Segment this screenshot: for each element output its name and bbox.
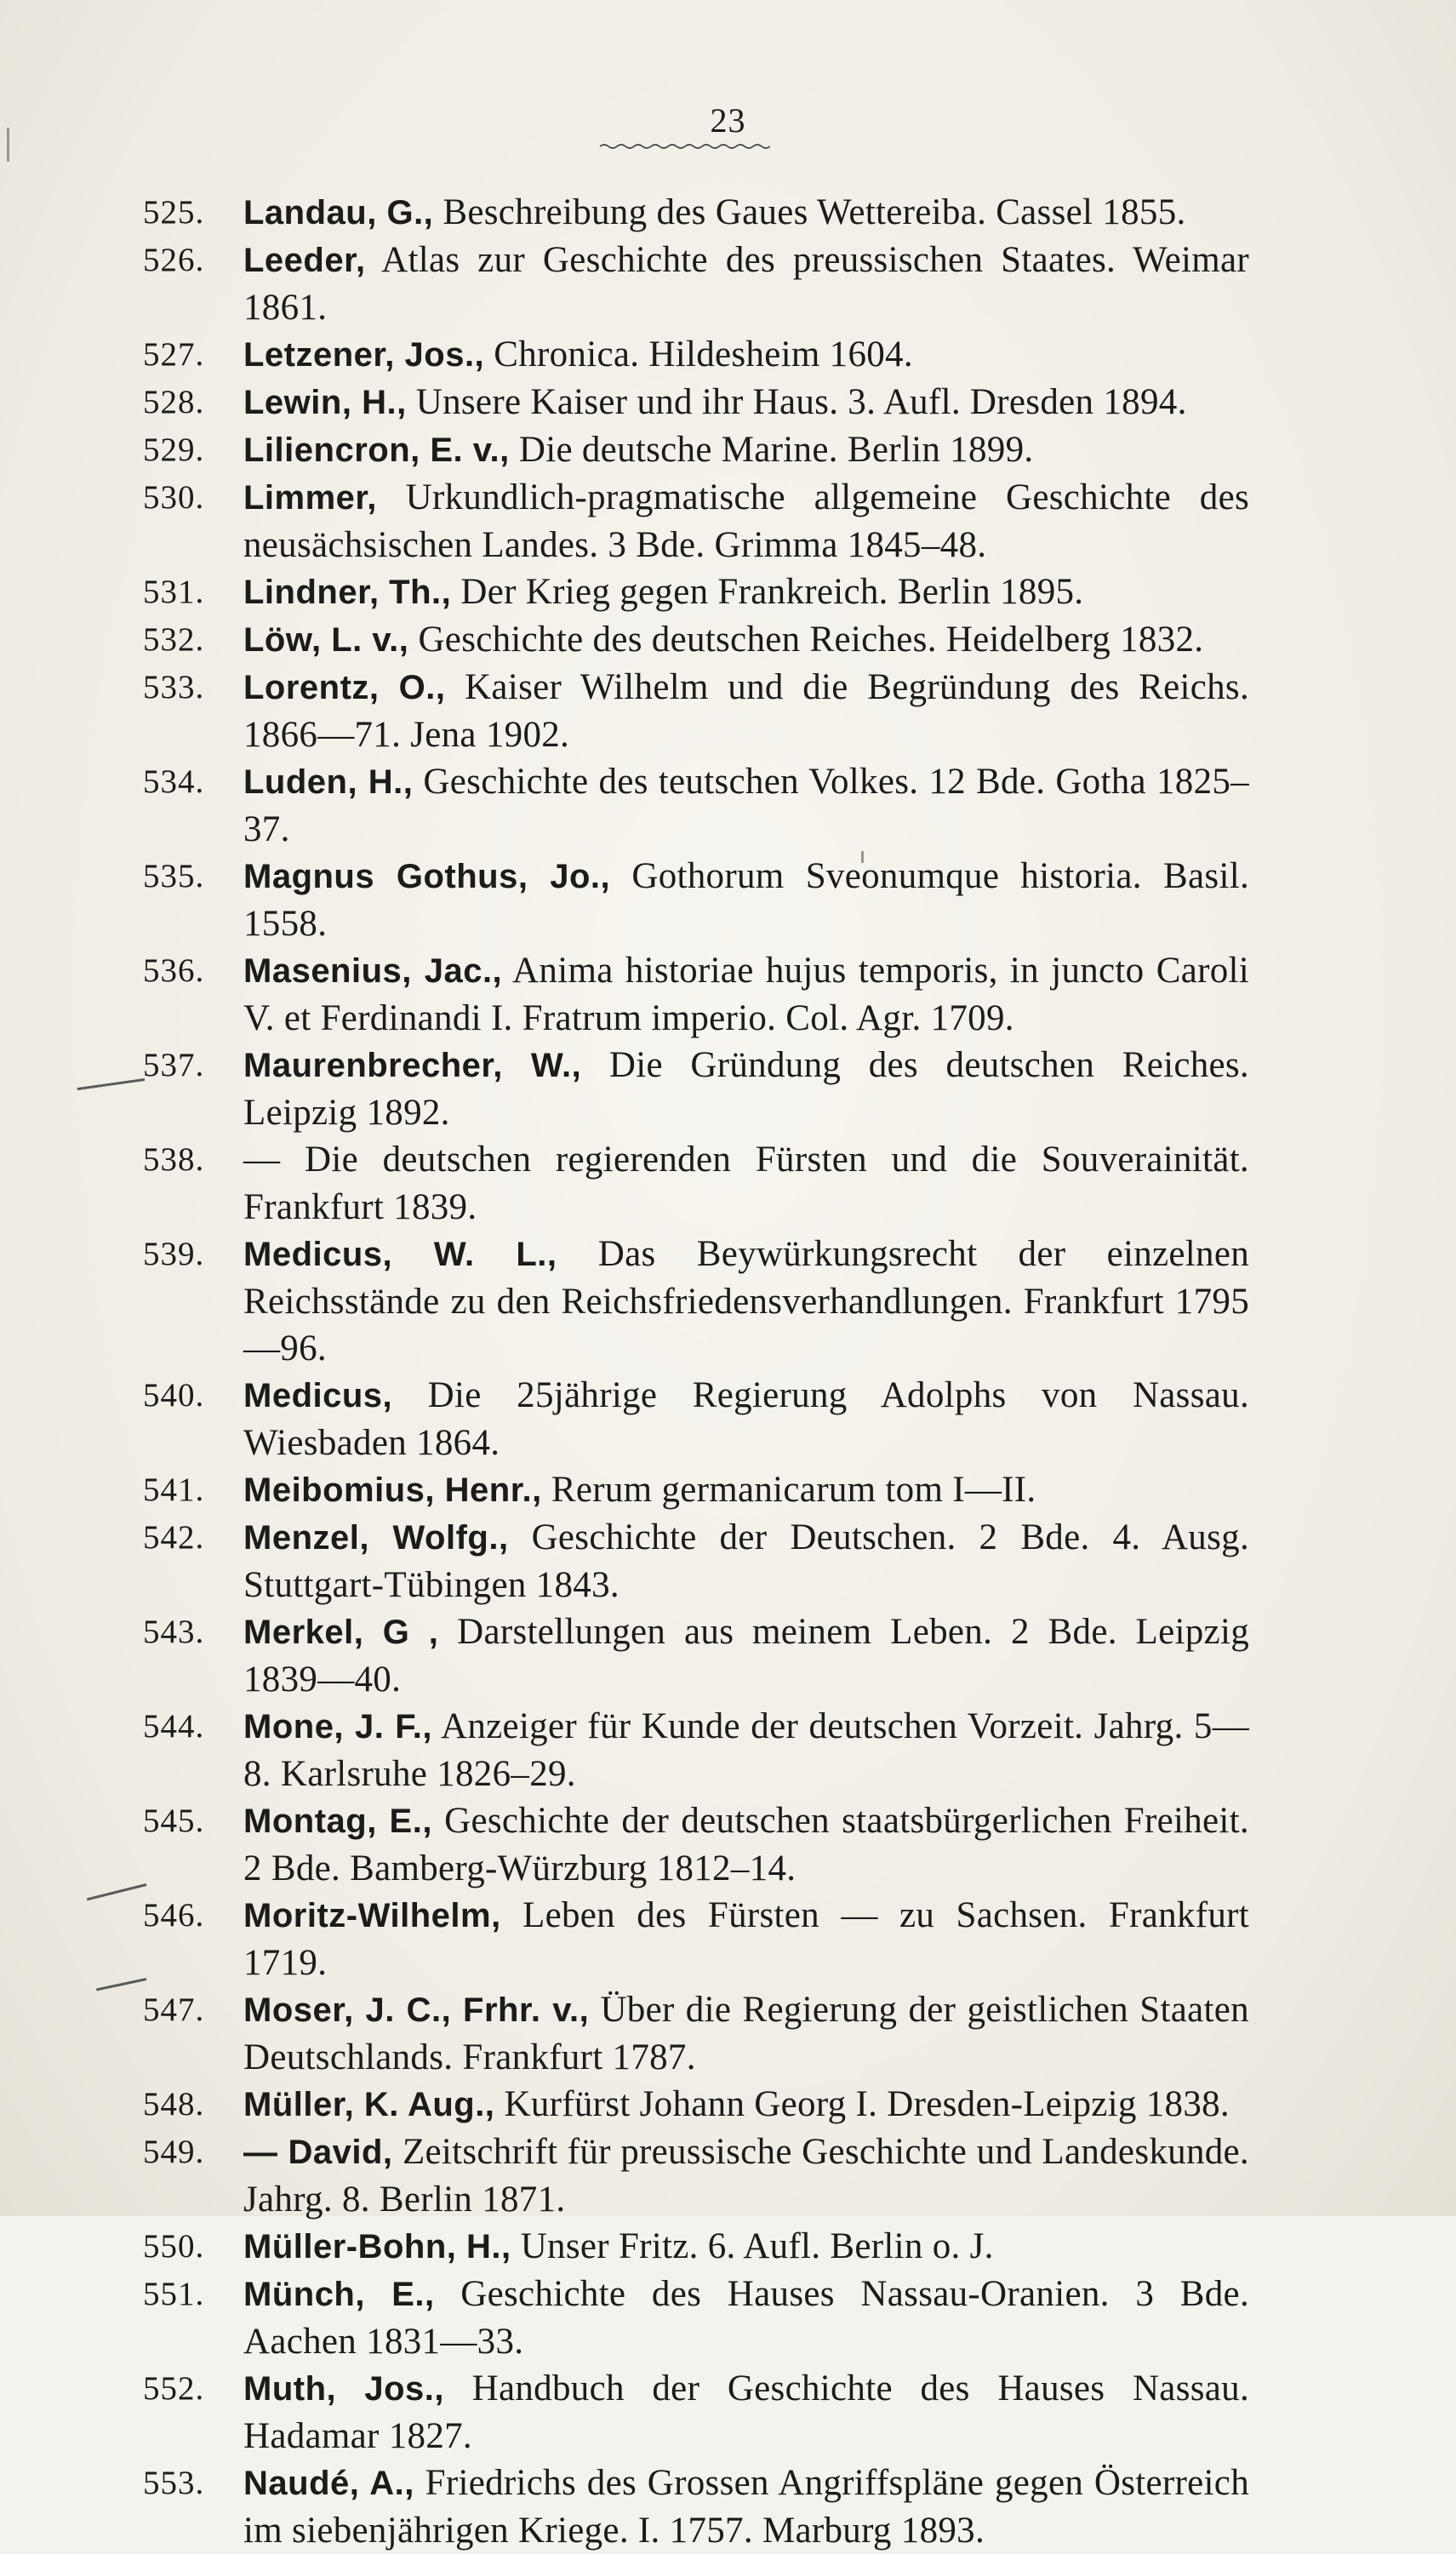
entry-number: 535. xyxy=(143,858,205,894)
entry-text xyxy=(243,237,1249,331)
entry-text xyxy=(243,616,1249,664)
entry-text xyxy=(243,947,1249,1042)
catalog-entry xyxy=(143,2081,1249,2128)
catalog-entry xyxy=(143,1986,1249,2081)
entry-title: Die Gründung des deutschen Reiches. Leipzig 1892. xyxy=(243,1045,1249,1133)
catalog-entry xyxy=(143,758,1249,853)
entry-number: 526. xyxy=(143,242,205,278)
catalog-entry xyxy=(143,189,1249,237)
entry-author: Müller-Bohn, H., xyxy=(243,2228,511,2265)
entry-text xyxy=(243,1608,1249,1703)
entry-number: 527. xyxy=(143,336,205,373)
entry-author: Masenius, Jac., xyxy=(243,952,503,990)
catalog-entry xyxy=(143,2271,1249,2365)
entry-number: 547. xyxy=(143,1991,205,2028)
entry-title: Kaiser Wilhelm und die Begründung des Reichs. 1866—71. Jena 1902. xyxy=(243,667,1250,755)
entry-text xyxy=(243,2365,1249,2460)
entry-number: 548. xyxy=(143,2086,205,2123)
entry-number: 542. xyxy=(143,1519,205,1556)
entry-author: Maurenbrecher, W., xyxy=(243,1047,582,1084)
entry-text xyxy=(243,379,1249,426)
entry-text xyxy=(243,569,1249,616)
catalog-entry xyxy=(143,2365,1249,2460)
entry-author: Moser, J. C., Frhr. v., xyxy=(243,1991,590,2029)
entry-author: Lindner, Th., xyxy=(243,574,452,611)
entry-author: Löw, L. v., xyxy=(243,621,409,659)
entry-author: Landau, G., xyxy=(243,194,434,231)
entry-author: Moritz-Wilhelm, xyxy=(243,1897,501,1934)
catalog-entry xyxy=(143,2223,1249,2271)
entry-author: Lorentz, O., xyxy=(243,669,446,706)
catalog-entry xyxy=(143,947,1249,1042)
catalog-entry xyxy=(143,1042,1249,1136)
entry-author: Limmer, xyxy=(243,479,377,517)
entry-author: Müller, K. Aug., xyxy=(243,2086,495,2123)
entry-text xyxy=(243,853,1249,947)
entry-title: Zeitschrift für preussische Geschichte und Landeskunde. Jahrg. 8. Berlin 1871. xyxy=(243,2132,1249,2220)
entry-text xyxy=(243,1514,1249,1608)
catalog-entry xyxy=(143,853,1249,947)
entry-number: 549. xyxy=(143,2134,205,2170)
catalog-entry xyxy=(143,664,1249,758)
entry-title: Friedrichs des Grossen Angriffspläne gegen Österreich im siebenjährigen Kriege. I. 1757. Marburg 1893. xyxy=(243,2463,1249,2551)
catalog-entry xyxy=(143,237,1249,331)
entry-text xyxy=(243,1136,1249,1231)
entry-author: Mone, J. F., xyxy=(243,1708,433,1746)
catalog-entry xyxy=(143,2460,1249,2554)
entry-author: Magnus Gothus, Jo., xyxy=(243,858,611,895)
entry-number: 544. xyxy=(143,1708,205,1745)
entry-text xyxy=(243,189,1249,237)
entry-author: Montag, E., xyxy=(243,1803,432,1840)
catalog-entry xyxy=(143,1136,1249,1231)
entry-title: Geschichte der deutschen staatsbürgerlichen Freiheit. 2 Bde. Bamberg-Würzburg 1812–14. xyxy=(243,1801,1249,1888)
entry-number: 538. xyxy=(143,1141,205,1178)
entry-author: Muth, Jos., xyxy=(243,2370,444,2408)
pencil-mark-540 xyxy=(77,1078,146,1090)
catalog-entry xyxy=(143,1372,1249,1466)
entry-text xyxy=(243,1231,1249,1372)
catalog-entry xyxy=(143,616,1249,664)
entry-title: Geschichte des Hauses Nassau-Oranien. 3 Bde. Aachen 1831—33. xyxy=(243,2274,1249,2362)
entry-text xyxy=(243,758,1249,853)
entry-title: Rerum germanicarum tom I—II. xyxy=(551,1470,1036,1510)
entry-text xyxy=(243,426,1249,474)
entry-text xyxy=(243,331,1249,379)
entry-number: 530. xyxy=(143,479,205,516)
entry-author: Meibomius, Henr., xyxy=(243,1471,542,1509)
catalog-entry xyxy=(143,1466,1249,1514)
entry-author: Lewin, H., xyxy=(243,384,407,421)
entry-number: 545. xyxy=(143,1803,205,1839)
pencil-mark-552 xyxy=(96,1978,146,1991)
entry-author: Naudé, A., xyxy=(243,2465,414,2502)
entry-author: Medicus, W. L., xyxy=(243,1236,557,1273)
entry-text xyxy=(243,2271,1249,2365)
entry-text xyxy=(243,1892,1249,1986)
entry-number: 534. xyxy=(143,763,205,800)
entry-title: Handbuch der Geschichte des Hauses Nassau. Hadamar 1827. xyxy=(243,2368,1249,2456)
entry-title: Der Krieg gegen Frankreich. Berlin 1895. xyxy=(460,572,1084,612)
entry-text xyxy=(243,2460,1249,2554)
entry-author: Leeder, xyxy=(243,242,366,279)
catalog-entry xyxy=(143,379,1249,426)
entry-number: 525. xyxy=(143,194,205,231)
pencil-mark-551 xyxy=(87,1883,147,1900)
entry-title: Darstellungen aus meinem Leben. 2 Bde. Leipzig 1839—40. xyxy=(243,1612,1249,1700)
entry-text xyxy=(243,2081,1249,2128)
catalog-entry xyxy=(143,1797,1249,1892)
entry-title: Urkundlich-pragmatische allgemeine Geschichte des neusächsischen Landes. 3 Bde. Grimma 1845–48. xyxy=(243,477,1249,565)
entry-text xyxy=(243,1466,1249,1514)
entry-title: Das Beywürkungsrecht der einzelnen Reichsstände zu den Reichsfriedensverhandlungen. Frankfurt 1795—96. xyxy=(243,1234,1249,1368)
entry-title: Die deutsche Marine. Berlin 1899. xyxy=(518,430,1034,470)
entry-text xyxy=(243,1986,1249,2081)
entry-author: Luden, H., xyxy=(243,763,414,801)
entry-number: 529. xyxy=(143,431,205,468)
entry-text xyxy=(243,2223,1249,2271)
entry-title: Atlas zur Geschichte des preussischen Staates. Weimar 1861. xyxy=(243,240,1249,328)
catalog-entry xyxy=(143,331,1249,379)
catalog-entry xyxy=(143,474,1249,569)
entry-author: Münch, E., xyxy=(243,2276,435,2313)
catalog-entries xyxy=(143,189,1249,2554)
entry-number: 541. xyxy=(143,1471,205,1508)
entry-title: Anzeiger für Kunde der deutschen Vorzeit. Jahrg. 5—8. Karlsruhe 1826–29. xyxy=(243,1706,1249,1794)
page-number-rule xyxy=(600,143,770,150)
entry-author: Liliencron, E. v., xyxy=(243,431,510,469)
entry-title: Unser Fritz. 6. Aufl. Berlin o. J. xyxy=(520,2226,994,2266)
page-number: 23 xyxy=(710,101,746,140)
entry-number: 537. xyxy=(143,1047,205,1083)
entry-author: Medicus, xyxy=(243,1377,393,1414)
entry-text xyxy=(243,664,1249,758)
entry-number: 552. xyxy=(143,2370,205,2407)
catalog-entry xyxy=(143,569,1249,616)
entry-title: Unsere Kaiser und ihr Haus. 3. Aufl. Dresden 1894. xyxy=(415,382,1187,422)
catalog-entry xyxy=(143,1703,1249,1797)
entry-number: 546. xyxy=(143,1897,205,1934)
catalog-entry xyxy=(143,1231,1249,1372)
entry-text xyxy=(243,1042,1249,1136)
entry-author: Menzel, Wolfg., xyxy=(243,1519,509,1557)
catalog-entry xyxy=(143,1892,1249,1986)
entry-title: Über die Regierung der geistlichen Staaten Deutschlands. Frankfurt 1787. xyxy=(243,1990,1249,2077)
entry-number: 551. xyxy=(143,2276,205,2312)
entry-title: Gothorum Sveonumque historia. Basil. 1558. xyxy=(243,856,1249,944)
entry-number: 528. xyxy=(143,384,205,420)
entry-number: 532. xyxy=(143,621,205,658)
entry-title: Beschreibung des Gaues Wettereiba. Cassel 1855. xyxy=(443,192,1186,232)
entry-author: — David, xyxy=(243,2134,393,2171)
entry-number: 536. xyxy=(143,952,205,989)
entry-title: Leben des Fürsten — zu Sachsen. Frankfurt 1719. xyxy=(243,1895,1249,1983)
entry-title: — Die deutschen regierenden Fürsten und die Souverainität. Frankfurt 1839. xyxy=(243,1140,1249,1227)
entry-number: 553. xyxy=(143,2465,205,2501)
entry-number: 539. xyxy=(143,1236,205,1272)
entry-text xyxy=(243,1703,1249,1797)
entry-title: Geschichte des teutschen Volkes. 12 Bde. Gotha 1825–37. xyxy=(243,762,1249,849)
entry-title: Geschichte der Deutschen. 2 Bde. 4. Ausg. Stuttgart-Tübingen 1843. xyxy=(243,1517,1249,1605)
catalog-entry xyxy=(143,1514,1249,1608)
entry-title: Die 25jährige Regierung Adolphs von Nassau. Wiesbaden 1864. xyxy=(243,1375,1249,1463)
entry-number: 550. xyxy=(143,2228,205,2265)
entry-title: Geschichte des deutschen Reiches. Heidelberg 1832. xyxy=(418,620,1204,660)
entry-author: Merkel, G , xyxy=(243,1614,439,1651)
entry-number: 533. xyxy=(143,669,205,706)
catalog-entry xyxy=(143,1608,1249,1703)
scan-edge-mark xyxy=(7,128,9,162)
entry-text xyxy=(243,2128,1249,2223)
entry-number: 540. xyxy=(143,1377,205,1414)
entry-author: Letzener, Jos., xyxy=(243,336,485,374)
entry-title: Anima historiae hujus temporis, in juncto Caroli V. et Ferdinandi I. Fratrum imperio. Col. Agr. 1709. xyxy=(243,951,1249,1038)
catalog-entry xyxy=(143,426,1249,474)
entry-text xyxy=(243,1372,1249,1466)
entry-number: 531. xyxy=(143,574,205,610)
entry-text xyxy=(243,1797,1249,1892)
entry-title: Kurfürst Johann Georg I. Dresden-Leipzig 1838. xyxy=(504,2084,1230,2124)
entry-number: 543. xyxy=(143,1614,205,1650)
entry-title: Chronica. Hildesheim 1604. xyxy=(494,334,913,374)
catalog-entry xyxy=(143,2128,1249,2223)
entry-text xyxy=(243,474,1249,569)
